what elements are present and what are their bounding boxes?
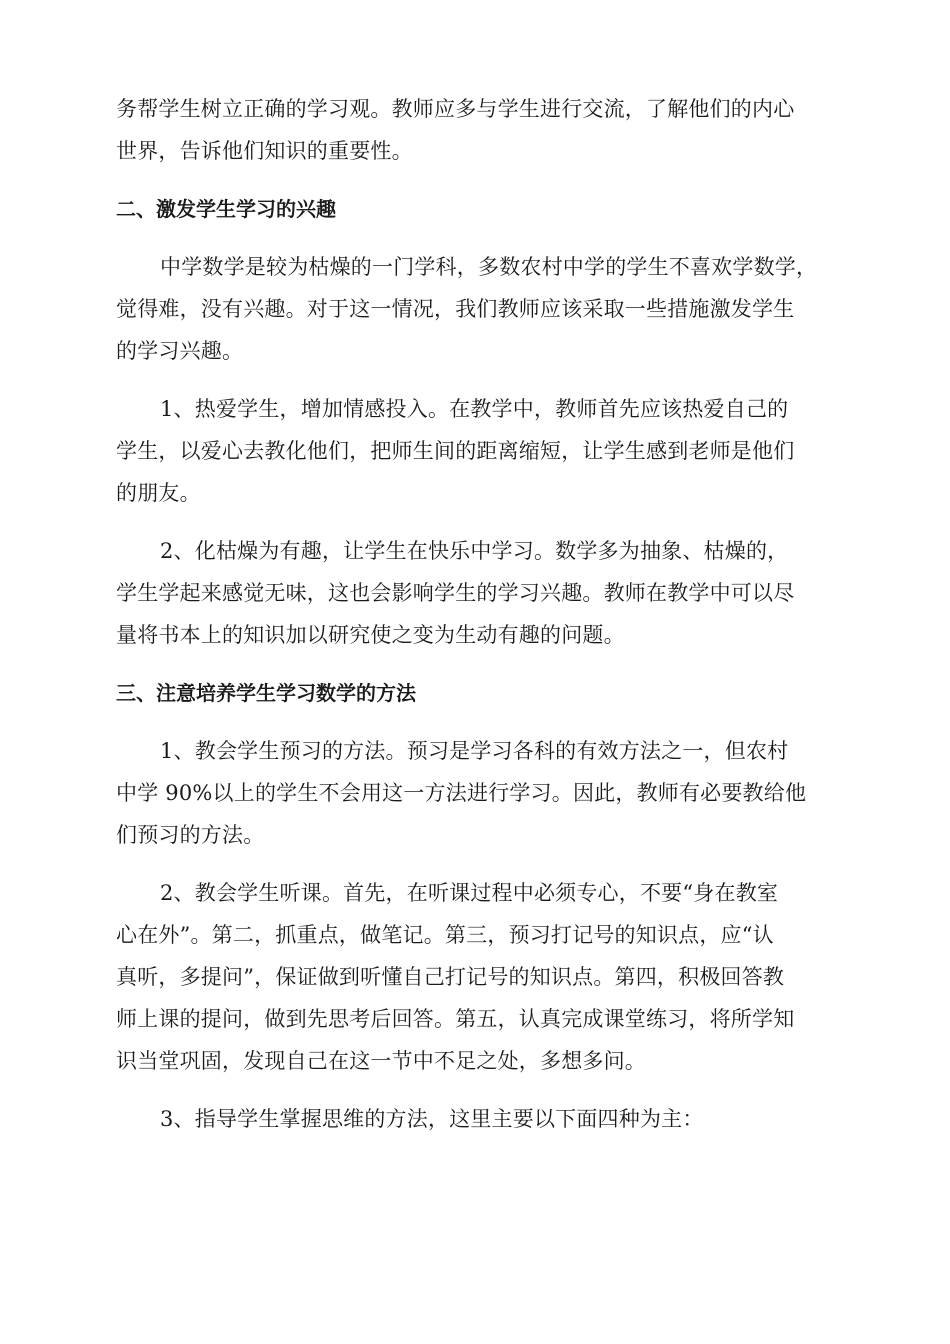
paragraph-line: 学生，以爱心去教化他们，把师生间的距离缩短，让学生感到老师是他们 bbox=[116, 439, 795, 463]
paragraph-line: 3、指导学生掌握思维的方法，这里主要以下面四种为主： bbox=[160, 1107, 704, 1131]
paragraph-line: 1、热爱学生，增加情感投入。在教学中，教师首先应该热爱自己的 bbox=[160, 397, 789, 421]
paragraph-line: 的学习兴趣。 bbox=[116, 339, 244, 363]
paragraph bbox=[116, 872, 840, 1082]
section-heading: 二、激发学生学习的兴趣 bbox=[116, 197, 336, 221]
paragraph-line: 心在外”。第二，抓重点，做笔记。第三，预习打记号的知识点，应“认 bbox=[116, 923, 774, 947]
paragraph-line: 2、化枯燥为有趣，让学生在快乐中学习。数学多为抽象、枯燥的， bbox=[160, 539, 789, 563]
paragraph-line: 中学 90%以上的学生不会用这一方法进行学习。因此，教师有必要教给他 bbox=[116, 781, 807, 805]
paragraph bbox=[116, 730, 840, 856]
paragraph-line: 真听，多提问”，保证做到听懂自己打记号的知识点。第四，积极回答教 bbox=[116, 965, 785, 989]
paragraph-line: 的朋友。 bbox=[116, 481, 201, 505]
paragraph-line: 务帮学生树立正确的学习观。教师应多与学生进行交流，了解他们的内心 bbox=[116, 97, 795, 121]
section-heading: 三、注意培养学生学习数学的方法 bbox=[116, 681, 416, 705]
document-page bbox=[116, 88, 840, 1156]
paragraph-line: 中学数学是较为枯燥的一门学科，多数农村中学的学生不喜欢学数学， bbox=[160, 255, 818, 279]
paragraph bbox=[116, 388, 840, 514]
paragraph bbox=[116, 1098, 840, 1140]
paragraph bbox=[116, 246, 840, 372]
paragraph-line: 世界，告诉他们知识的重要性。 bbox=[116, 139, 413, 163]
paragraph-line: 学生学起来感觉无味，这也会影响学生的学习兴趣。教师在教学中可以尽 bbox=[116, 581, 795, 605]
paragraph-line: 量将书本上的知识加以研究使之变为生动有趣的问题。 bbox=[116, 623, 625, 647]
paragraph bbox=[116, 530, 840, 656]
paragraph bbox=[116, 88, 840, 172]
paragraph-line: 识当堂巩固，发现自己在这一节中不足之处，多想多问。 bbox=[116, 1049, 646, 1073]
paragraph-line: 觉得难，没有兴趣。对于这一情况，我们教师应该采取一些措施激发学生 bbox=[116, 297, 795, 321]
paragraph-line: 1、教会学生预习的方法。预习是学习各科的有效方法之一，但农村 bbox=[160, 739, 789, 763]
paragraph-line: 们预习的方法。 bbox=[116, 823, 265, 847]
paragraph-line: 2、教会学生听课。首先，在听课过程中必须专心，不要“身在教室 bbox=[160, 881, 779, 905]
paragraph-line: 师上课的提问，做到先思考后回答。第五，认真完成课堂练习，将所学知 bbox=[116, 1007, 795, 1031]
